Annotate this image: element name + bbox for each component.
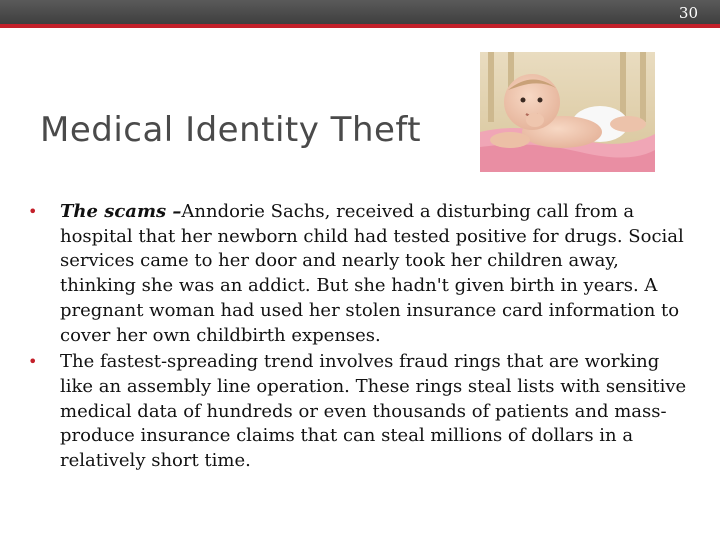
bullet-marker: • [28, 352, 38, 372]
bullet-text: Anndorie Sachs, received a disturbing call from a hospital that her newborn child had tested positive for drugs. Social services came to her door and nearly took her children away, thinking she was an addict. But she hadn't given birth in years. A pregnant woman had used her stolen insurance card information to cover her own childbirth expenses. [60, 201, 684, 346]
slide-number: 30 [678, 4, 698, 22]
bullet-list [28, 200, 688, 476]
bullet-item-2 [28, 350, 688, 474]
accent-line [0, 24, 720, 28]
baby-photo [480, 52, 655, 172]
bullet-marker: • [28, 202, 38, 221]
bullet-text: The fastest-spreading trend involves fraud rings that are working like an assembly line operation. These rings steal lists with sensitive medical data of hundreds or even thousands of patients and mass-produce insurance claims that can steal millions of dollars in a relatively short time. [60, 351, 687, 472]
slide-title: Medical Identity Theft [40, 110, 422, 150]
header-bar [0, 0, 720, 24]
bullet-item-1 [28, 200, 688, 348]
bullet-lead: The scams – [60, 201, 182, 222]
